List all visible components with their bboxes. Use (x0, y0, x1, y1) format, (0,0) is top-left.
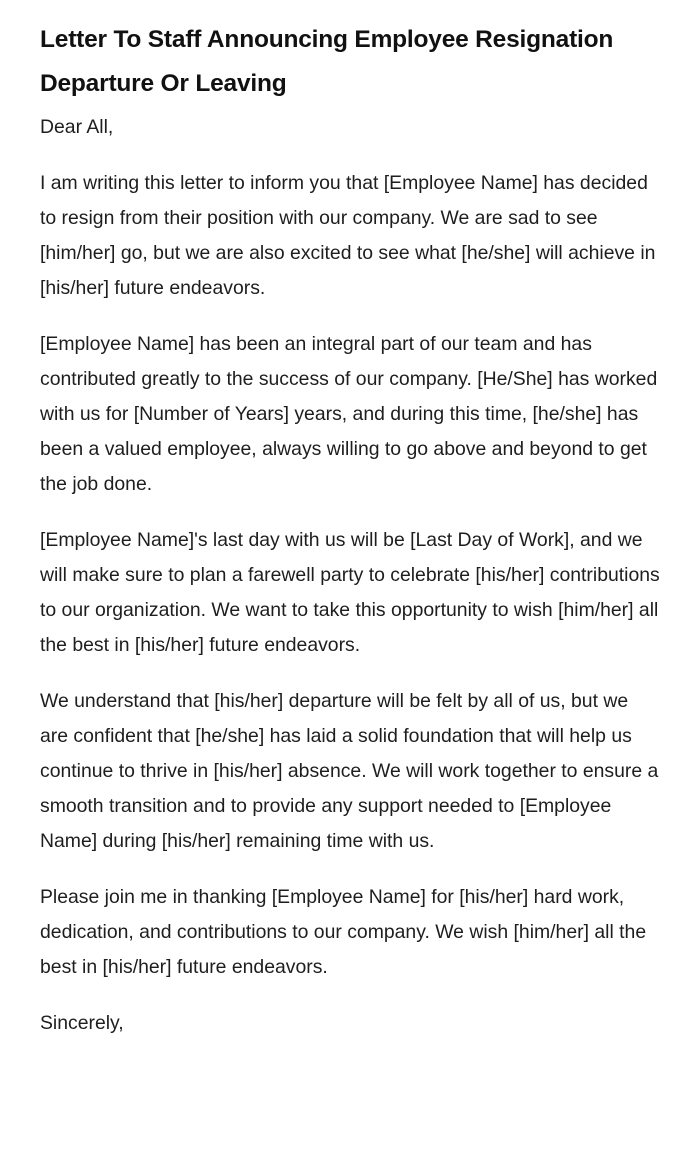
letter-title: Letter To Staff Announcing Employee Resignation Departure Or Leaving (40, 26, 614, 97)
letter-paragraph-1: I am writing this letter to inform you that [Employee Name] has decided to resign from their position with our company. We are sad to see [him/her] go, but we are also excited to see what [he/she] will achieve in [his/her] future endeavors. (40, 172, 656, 299)
letter-greeting: Dear All, (40, 116, 114, 138)
letter-paragraph-3: [Employee Name]'s last day with us will be [Last Day of Work], and we will make sure to plan a farewell party to celebrate [his/her] contributions to our organization. We want to take this opportunity to wish [him/her] all the best in [his/her] future endeavors. (40, 529, 660, 656)
letter-paragraph-5: Please join me in thanking [Employee Name] for [his/her] hard work, dedication, and contributions to our company. We wish [him/her] all the best in [his/her] future endeavors. (40, 886, 647, 978)
letter-paragraph-2: [Employee Name] has been an integral part of our team and has contributed greatly to the success of our company. [He/She] has worked with us for [Number of Years] years, and during this time, [he/she] has been a valued employee, always willing to go above and beyond to get the job done. (40, 333, 658, 495)
letter-closing: Sincerely, (40, 1012, 124, 1034)
letter-page (40, 18, 660, 1062)
letter-paragraph-4: We understand that [his/her] departure will be felt by all of us, but we are confident that [he/she] has laid a solid foundation that will help us continue to thrive in [his/her] absence. We will work together to ensure a smooth transition and to provide any support needed to [Employee Name] during [his/her] remaining time with us. (40, 690, 659, 852)
